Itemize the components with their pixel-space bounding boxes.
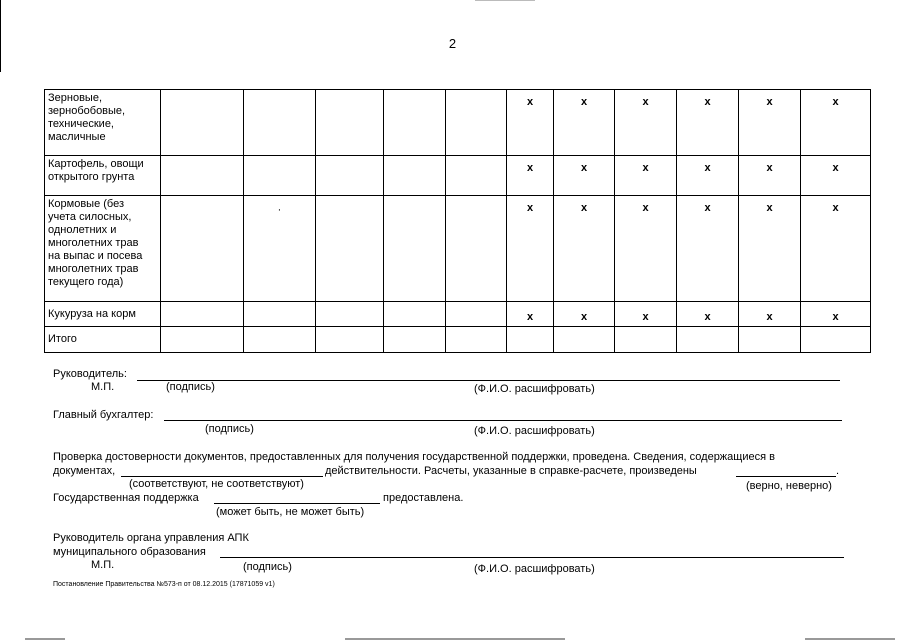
support-line [214, 503, 380, 504]
page-number: 2 [448, 36, 457, 51]
mark-x: х [507, 302, 554, 327]
row-label: Зерновые, зернобобовые, технические, масличные [45, 90, 161, 156]
mark-x: х [554, 302, 615, 327]
may-caption: (может быть, не может быть) [216, 506, 365, 518]
mark-x: х [801, 196, 871, 302]
check-text-line1: Проверка достоверности документов, предоставленных для получения государственной поддержки, проведена. Сведения, содержащиеся в [53, 451, 775, 463]
mark-x: х [739, 196, 801, 302]
signature-caption: (подпись) [166, 381, 215, 393]
correspond-line [121, 476, 323, 477]
mark-x: х [801, 156, 871, 196]
mark-x: х [615, 302, 677, 327]
fio-caption: (Ф.И.О. расшифровать) [474, 425, 595, 437]
signature-caption: (подпись) [243, 561, 292, 573]
mark-x: х [801, 302, 871, 327]
mark-x: х [801, 90, 871, 156]
mark-x: х [677, 90, 739, 156]
mark-x: х [615, 196, 677, 302]
mark-x: х [554, 90, 615, 156]
row-label: Кукуруза на корм [45, 302, 161, 327]
mark-x: х [507, 156, 554, 196]
row-label: Кормовые (без учета силосных, однолетних и многолетних трав на выпас и посева многолетних трав текущего года) [45, 196, 161, 302]
mark-x: х [677, 196, 739, 302]
check-text-docs: документах, [53, 465, 116, 477]
mark-x: х [677, 156, 739, 196]
correct-caption: (верно, неверно) [746, 480, 832, 492]
mp-label: М.П. [91, 381, 115, 393]
table-row [45, 196, 871, 302]
check-text-period: . [836, 465, 840, 477]
table-row [45, 156, 871, 196]
crop-table [44, 89, 871, 353]
mark-x: х [739, 90, 801, 156]
apk-signature-line [220, 557, 844, 558]
mark-x: х [554, 156, 615, 196]
table-row [45, 90, 871, 156]
support-label: Государственная поддержка [53, 492, 199, 504]
correspond-caption: (соответствуют, не соответствуют) [129, 478, 304, 490]
mp-label: М.П. [91, 559, 115, 571]
fio-caption: (Ф.И.О. расшифровать) [474, 383, 595, 395]
apk-head-label: Руководитель органа управления АПК [53, 532, 249, 544]
chief-accountant-label: Главный бухгалтер: [53, 409, 154, 421]
mark-x: х [739, 156, 801, 196]
check-text-reality: действительности. Расчеты, указанные в справке-расчете, произведены [325, 465, 697, 477]
table-row [45, 327, 871, 353]
chief-accountant-line [164, 420, 842, 421]
footnote: Постановление Правительства №573-п от 08.12.2015 (17871059 v1) [53, 581, 275, 588]
stray-dot: · [244, 196, 316, 302]
mark-x: х [615, 156, 677, 196]
table-row [45, 302, 871, 327]
mark-x: х [554, 196, 615, 302]
head-signature-line [137, 380, 840, 381]
support-provided: предоставлена. [383, 492, 464, 504]
signature-caption: (подпись) [205, 423, 254, 435]
correct-line [736, 476, 836, 477]
row-label-total: Итого [45, 327, 161, 353]
head-label: Руководитель: [53, 368, 127, 380]
mark-x: х [507, 90, 554, 156]
mark-x: х [507, 196, 554, 302]
mark-x: х [677, 302, 739, 327]
apk-municipal-label: муниципального образования [53, 546, 206, 558]
row-label: Картофель, овощи открытого грунта [45, 156, 161, 196]
mark-x: х [615, 90, 677, 156]
mark-x: х [739, 302, 801, 327]
fio-caption: (Ф.И.О. расшифровать) [474, 563, 595, 575]
page-edge-top [475, 0, 535, 1]
